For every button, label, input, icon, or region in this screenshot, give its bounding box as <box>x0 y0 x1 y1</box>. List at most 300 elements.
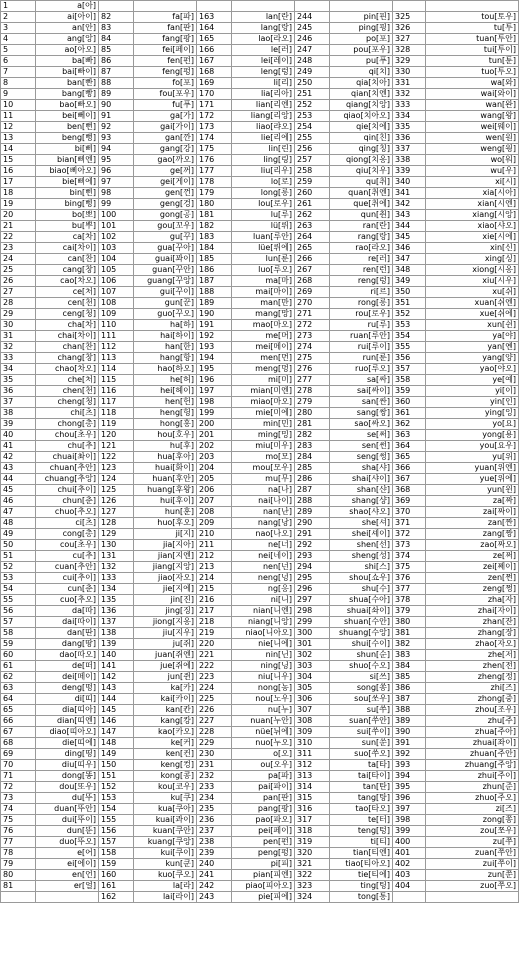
pinyin-korean-cell: ni[니] <box>232 595 295 606</box>
pinyin-korean-cell: teng[텅] <box>330 826 393 837</box>
pinyin-korean-cell: dian[띠엔] <box>36 716 99 727</box>
pinyin-korean-cell: rang[랑] <box>330 232 393 243</box>
row-number-cell: 272 <box>295 320 330 331</box>
table-row <box>1 529 519 540</box>
pinyin-korean-cell: hen[헌] <box>134 397 197 408</box>
pinyin-korean-cell: rou[로우] <box>330 309 393 320</box>
row-number-cell: 77 <box>1 837 36 848</box>
row-number-cell: 192 <box>197 331 232 342</box>
row-number-cell: 234 <box>197 793 232 804</box>
pinyin-korean-cell <box>426 1 519 12</box>
pinyin-korean-cell: pie[피에] <box>232 892 295 903</box>
pinyin-korean-cell: ya[야] <box>426 331 519 342</box>
pinyin-korean-cell: ke[커] <box>134 738 197 749</box>
pinyin-korean-cell: shun[순] <box>330 650 393 661</box>
pinyin-korean-cell: zhen[전] <box>426 661 519 672</box>
row-number-cell: 50 <box>1 540 36 551</box>
pinyin-korean-cell: xu[쉬] <box>426 287 519 298</box>
pinyin-korean-cell: zhang[장] <box>426 628 519 639</box>
table-row <box>1 661 519 672</box>
pinyin-korean-cell: gua[꾸아] <box>134 243 197 254</box>
pinyin-korean-cell: zhuai[좌이] <box>426 738 519 749</box>
pinyin-korean-cell: wen[원] <box>426 133 519 144</box>
row-number-cell: 137 <box>99 617 134 628</box>
pinyin-korean-cell: song[쏭] <box>330 683 393 694</box>
pinyin-korean-cell: xie[시에] <box>426 232 519 243</box>
row-number-cell: 70 <box>1 760 36 771</box>
row-number-cell: 269 <box>295 287 330 298</box>
row-number-cell: 383 <box>393 650 426 661</box>
table-row <box>1 859 519 870</box>
row-number-cell: 200 <box>197 419 232 430</box>
pinyin-korean-cell: lüe[뤼에] <box>232 243 295 254</box>
pinyin-korean-cell: juan[쥐엔] <box>134 650 197 661</box>
table-row <box>1 67 519 78</box>
row-number-cell: 230 <box>197 749 232 760</box>
pinyin-korean-cell: chang[창] <box>36 353 99 364</box>
row-number-cell: 139 <box>99 639 134 650</box>
row-number-cell: 57 <box>1 617 36 628</box>
row-number-cell: 377 <box>393 584 426 595</box>
row-number-cell: 341 <box>393 188 426 199</box>
pinyin-korean-cell: qing[칭] <box>330 144 393 155</box>
table-row <box>1 837 519 848</box>
row-number-cell: 161 <box>99 881 134 892</box>
table-row <box>1 56 519 67</box>
pinyin-korean-cell: bing[삥] <box>36 199 99 210</box>
table-row <box>1 452 519 463</box>
pinyin-korean-cell: dui[뚜이] <box>36 815 99 826</box>
table-row <box>1 518 519 529</box>
pinyin-korean-cell: shuo[수오] <box>330 661 393 672</box>
table-row <box>1 287 519 298</box>
row-number-cell: 315 <box>295 793 330 804</box>
row-number-cell: 292 <box>295 540 330 551</box>
table-row <box>1 617 519 628</box>
row-number-cell: 248 <box>295 56 330 67</box>
pinyin-korean-cell: shan[샨] <box>330 485 393 496</box>
pinyin-korean-cell: ming[밍] <box>232 430 295 441</box>
row-number-cell: 148 <box>99 738 134 749</box>
row-number-cell: 189 <box>197 298 232 309</box>
row-number-cell: 276 <box>295 364 330 375</box>
pinyin-korean-cell: nang[낭] <box>232 518 295 529</box>
row-number-cell: 368 <box>393 485 426 496</box>
pinyin-korean-cell: zong[쫑] <box>426 815 519 826</box>
row-number-cell: 108 <box>99 298 134 309</box>
pinyin-korean-cell: li[리] <box>232 78 295 89</box>
pinyin-korean-cell: si[쓰] <box>330 672 393 683</box>
row-number-cell: 207 <box>197 496 232 507</box>
pinyin-korean-cell: shuan[수안] <box>330 617 393 628</box>
pinyin-korean-cell: xia[시아] <box>426 188 519 199</box>
pinyin-korean-cell: guai[꽈이] <box>134 254 197 265</box>
pinyin-korean-cell: pei[페이] <box>232 826 295 837</box>
pinyin-korean-cell: cuan[추안] <box>36 562 99 573</box>
row-number-cell: 132 <box>99 562 134 573</box>
pinyin-korean-cell: fou[포우] <box>134 89 197 100</box>
pinyin-korean-cell: zhao[자오] <box>426 639 519 650</box>
row-number-cell: 113 <box>99 353 134 364</box>
pinyin-korean-cell: ei[에이] <box>36 859 99 870</box>
row-number-cell: 324 <box>295 892 330 903</box>
table-row <box>1 771 519 782</box>
row-number-cell: 182 <box>197 221 232 232</box>
pinyin-korean-cell: sha[샤] <box>330 463 393 474</box>
table-row <box>1 34 519 45</box>
row-number-cell: 114 <box>99 364 134 375</box>
row-number-cell: 198 <box>197 397 232 408</box>
pinyin-korean-cell: keng[컹] <box>134 760 197 771</box>
pinyin-korean-cell: zu[쭈] <box>426 837 519 848</box>
row-number-cell: 373 <box>393 540 426 551</box>
row-number-cell: 209 <box>197 518 232 529</box>
row-number-cell: 365 <box>393 452 426 463</box>
row-number-cell: 196 <box>197 375 232 386</box>
table-row <box>1 243 519 254</box>
pinyin-korean-cell: tou[토우] <box>426 12 519 23</box>
pinyin-korean-cell: leng[렁] <box>232 67 295 78</box>
row-number-cell: 388 <box>393 705 426 716</box>
pinyin-korean-cell: zuo[쭈오] <box>426 881 519 892</box>
row-number-cell: 69 <box>1 749 36 760</box>
table-row <box>1 375 519 386</box>
pinyin-korean-cell: se[써] <box>330 430 393 441</box>
pinyin-korean-cell: wang[왕] <box>426 111 519 122</box>
row-number-cell: 142 <box>99 672 134 683</box>
pinyin-korean-cell: wu[우] <box>426 166 519 177</box>
pinyin-korean-cell: qiong[치옹] <box>330 155 393 166</box>
pinyin-korean-cell: pian[피엔] <box>232 870 295 881</box>
row-number-cell: 157 <box>99 837 134 848</box>
row-number-cell: 370 <box>393 507 426 518</box>
row-number-cell: 167 <box>197 56 232 67</box>
row-number-cell: 273 <box>295 331 330 342</box>
row-number-cell: 53 <box>1 573 36 584</box>
pinyin-korean-cell: ban[빤] <box>36 78 99 89</box>
row-number-cell: 228 <box>197 727 232 738</box>
row-number-cell <box>393 892 426 903</box>
pinyin-korean-cell: biao[삐아오] <box>36 166 99 177</box>
row-number-cell: 193 <box>197 342 232 353</box>
row-number-cell: 329 <box>393 56 426 67</box>
row-number-cell: 96 <box>99 166 134 177</box>
pinyin-korean-cell: yue[위에] <box>426 474 519 485</box>
pinyin-korean-cell: liu[리우] <box>232 166 295 177</box>
pinyin-korean-cell: que[취에] <box>330 199 393 210</box>
row-number-cell: 403 <box>393 870 426 881</box>
pinyin-korean-cell: ru[루] <box>330 320 393 331</box>
row-number-cell: 210 <box>197 529 232 540</box>
row-number-cell: 363 <box>393 430 426 441</box>
row-number-cell: 7 <box>1 67 36 78</box>
row-number-cell: 194 <box>197 353 232 364</box>
pinyin-korean-cell: nüe[뉘에] <box>232 727 295 738</box>
row-number-cell: 3 <box>1 23 36 34</box>
row-number-cell: 242 <box>197 881 232 892</box>
pinyin-korean-cell: ang[앙] <box>36 34 99 45</box>
row-number-cell: 203 <box>197 452 232 463</box>
row-number-cell: 314 <box>295 782 330 793</box>
row-number-cell: 112 <box>99 342 134 353</box>
row-number-cell: 212 <box>197 551 232 562</box>
row-number-cell: 323 <box>295 881 330 892</box>
pinyin-korean-cell: nian[니엔] <box>232 606 295 617</box>
pinyin-korean-cell: deng[떵] <box>36 683 99 694</box>
pinyin-korean-cell: chen[천] <box>36 386 99 397</box>
pinyin-korean-cell: ting[팅] <box>330 881 393 892</box>
row-number-cell: 285 <box>295 463 330 474</box>
pinyin-korean-cell: kun[쿤] <box>134 859 197 870</box>
row-number-cell: 348 <box>393 265 426 276</box>
pinyin-korean-cell: luo[루오] <box>232 265 295 276</box>
row-number-cell: 342 <box>393 199 426 210</box>
row-number-cell: 233 <box>197 782 232 793</box>
row-number-cell: 97 <box>99 177 134 188</box>
row-number-cell: 140 <box>99 650 134 661</box>
pinyin-korean-cell: shuai[솨이] <box>330 606 393 617</box>
pinyin-korean-cell: er[얼] <box>36 881 99 892</box>
row-number-cell: 312 <box>295 760 330 771</box>
pinyin-korean-cell: shai[샤이] <box>330 474 393 485</box>
row-number-cell: 94 <box>99 144 134 155</box>
pinyin-korean-cell: en[언] <box>36 870 99 881</box>
row-number-cell: 12 <box>1 122 36 133</box>
pinyin-korean-cell: wa[와] <box>426 78 519 89</box>
pinyin-korean-cell: jiao[자오] <box>134 573 197 584</box>
row-number-cell: 256 <box>295 144 330 155</box>
row-number-cell: 206 <box>197 485 232 496</box>
row-number-cell: 258 <box>295 166 330 177</box>
pinyin-korean-cell: zheng[정] <box>426 672 519 683</box>
pinyin-korean-cell: xiao[샤오] <box>426 221 519 232</box>
pinyin-korean-cell: tian[티엔] <box>330 848 393 859</box>
pinyin-korean-cell <box>134 1 197 12</box>
row-number-cell: 397 <box>393 804 426 815</box>
row-number-cell: 375 <box>393 562 426 573</box>
row-number-cell: 180 <box>197 199 232 210</box>
pinyin-korean-cell: gen[껀] <box>134 188 197 199</box>
row-number-cell: 261 <box>295 199 330 210</box>
row-number-cell: 104 <box>99 254 134 265</box>
table-row <box>1 298 519 309</box>
table-row <box>1 485 519 496</box>
pinyin-korean-cell: ken[컨] <box>134 749 197 760</box>
pinyin-korean-cell: pen[펀] <box>232 837 295 848</box>
row-number-cell: 250 <box>295 78 330 89</box>
row-number-cell: 387 <box>393 694 426 705</box>
row-number-cell: 131 <box>99 551 134 562</box>
row-number-cell: 300 <box>295 628 330 639</box>
pinyin-korean-cell: tong[통] <box>330 892 393 903</box>
row-number-cell: 343 <box>393 210 426 221</box>
pinyin-korean-cell: jue[쥐에] <box>134 661 197 672</box>
row-number-cell: 90 <box>99 100 134 111</box>
pinyin-korean-cell: die[띠에] <box>36 738 99 749</box>
pinyin-korean-cell: niao[니아오] <box>232 628 295 639</box>
pinyin-korean-cell: sang[쌍] <box>330 408 393 419</box>
row-number-cell: 153 <box>99 793 134 804</box>
table-row <box>1 562 519 573</box>
pinyin-korean-cell: shang[샹] <box>330 496 393 507</box>
pinyin-korean-cell: me[머] <box>232 331 295 342</box>
pinyin-korean-cell: kuan[쿠안] <box>134 826 197 837</box>
pinyin-korean-cell: yao[야오] <box>426 364 519 375</box>
pinyin-korean-cell: du[뚜] <box>36 793 99 804</box>
pinyin-korean-cell: run[룬] <box>330 353 393 364</box>
pinyin-korean-cell: zhan[잔] <box>426 617 519 628</box>
pinyin-korean-cell: shuang[수앙] <box>330 628 393 639</box>
row-number-cell: 82 <box>99 12 134 23</box>
table-row <box>1 397 519 408</box>
pinyin-korean-cell: zhai[자이] <box>426 606 519 617</box>
pinyin-korean-cell: za[짜] <box>426 496 519 507</box>
pinyin-korean-cell: bo[뽀] <box>36 210 99 221</box>
pinyin-korean-cell: chuan[추안] <box>36 463 99 474</box>
pinyin-korean-cell: guang[꾸앙] <box>134 276 197 287</box>
table-row <box>1 694 519 705</box>
table-row <box>1 441 519 452</box>
row-number-cell: 30 <box>1 320 36 331</box>
row-number-cell: 85 <box>99 45 134 56</box>
pinyin-korean-cell: bu[뿌] <box>36 221 99 232</box>
row-number-cell: 249 <box>295 67 330 78</box>
row-number-cell: 58 <box>1 628 36 639</box>
row-number-cell: 262 <box>295 210 330 221</box>
row-number-cell: 366 <box>393 463 426 474</box>
row-number-cell: 378 <box>393 595 426 606</box>
table-row <box>1 364 519 375</box>
row-number-cell: 35 <box>1 375 36 386</box>
pinyin-korean-cell <box>426 892 519 903</box>
table-row <box>1 155 519 166</box>
pinyin-korean-cell: she[셔] <box>330 518 393 529</box>
row-number-cell: 301 <box>295 639 330 650</box>
row-number-cell: 335 <box>393 122 426 133</box>
row-number-cell: 84 <box>99 34 134 45</box>
row-number-cell: 311 <box>295 749 330 760</box>
pinyin-korean-cell: zhong[중] <box>426 694 519 705</box>
table-row <box>1 540 519 551</box>
row-number-cell: 127 <box>99 507 134 518</box>
pinyin-korean-cell: huo[후오] <box>134 518 197 529</box>
row-number-cell: 11 <box>1 111 36 122</box>
pinyin-korean-cell: jian[지엔] <box>134 551 197 562</box>
row-number-cell: 138 <box>99 628 134 639</box>
pinyin-korean-cell: wei[웨이] <box>426 122 519 133</box>
table-row <box>1 727 519 738</box>
row-number-cell: 199 <box>197 408 232 419</box>
row-number-cell: 299 <box>295 617 330 628</box>
row-number-cell: 175 <box>197 144 232 155</box>
pinyin-korean-cell: xi[시] <box>426 177 519 188</box>
pinyin-korean-cell: wo[워] <box>426 155 519 166</box>
row-number-cell: 202 <box>197 441 232 452</box>
pinyin-korean-cell: nong[농] <box>232 683 295 694</box>
row-number-cell: 174 <box>197 133 232 144</box>
row-number-cell: 317 <box>295 815 330 826</box>
row-number-cell: 168 <box>197 67 232 78</box>
pinyin-korean-cell: ci[츠] <box>36 518 99 529</box>
row-number-cell: 27 <box>1 287 36 298</box>
row-number-cell: 118 <box>99 408 134 419</box>
pinyin-korean-cell: sai[싸이] <box>330 386 393 397</box>
pinyin-korean-cell: lao[라오] <box>232 34 295 45</box>
table-row <box>1 210 519 221</box>
row-number-cell: 87 <box>99 67 134 78</box>
row-number-cell: 154 <box>99 804 134 815</box>
row-number-cell: 330 <box>393 67 426 78</box>
pinyin-korean-cell: shen[선] <box>330 540 393 551</box>
row-number-cell: 52 <box>1 562 36 573</box>
pinyin-korean-cell: ta[타] <box>330 760 393 771</box>
pinyin-korean-cell: ruan[루안] <box>330 331 393 342</box>
pinyin-korean-cell: gong[공] <box>134 210 197 221</box>
pinyin-korean-cell: beng[뻥] <box>36 133 99 144</box>
row-number-cell: 24 <box>1 254 36 265</box>
pinyin-korean-cell: kong[콩] <box>134 771 197 782</box>
row-number-cell: 126 <box>99 496 134 507</box>
row-number-cell: 246 <box>295 34 330 45</box>
row-number-cell: 48 <box>1 518 36 529</box>
row-number-cell: 384 <box>393 661 426 672</box>
row-number-cell: 356 <box>393 353 426 364</box>
row-number-cell: 40 <box>1 430 36 441</box>
row-number-cell: 205 <box>197 474 232 485</box>
pinyin-korean-cell: niang[니앙] <box>232 617 295 628</box>
row-number-cell: 9 <box>1 89 36 100</box>
pinyin-korean-cell: qun[췬] <box>330 210 393 221</box>
table-row <box>1 595 519 606</box>
pinyin-korean-cell: ren[런] <box>330 265 393 276</box>
pinyin-korean-cell: de[떠] <box>36 661 99 672</box>
pinyin-korean-cell: nuo[누오] <box>232 738 295 749</box>
pinyin-korean-cell: man[만] <box>232 298 295 309</box>
row-number-cell: 20 <box>1 210 36 221</box>
pinyin-korean-cell: feng[펑] <box>134 67 197 78</box>
pinyin-korean-cell: tu[투] <box>426 23 519 34</box>
row-number-cell: 270 <box>295 298 330 309</box>
row-number-cell: 125 <box>99 485 134 496</box>
pinyin-korean-cell: zui[쭈이] <box>426 859 519 870</box>
pinyin-korean-cell: chai[차이] <box>36 331 99 342</box>
row-number-cell: 214 <box>197 573 232 584</box>
row-number-cell: 133 <box>99 573 134 584</box>
pinyin-korean-cell: meng[멍] <box>232 364 295 375</box>
row-number-cell <box>197 1 232 12</box>
row-number-cell: 288 <box>295 496 330 507</box>
pinyin-korean-cell: ka[카] <box>134 683 197 694</box>
pinyin-korean-cell: tie[티에] <box>330 870 393 881</box>
pinyin-korean-cell: bao[빠오] <box>36 100 99 111</box>
row-number-cell: 186 <box>197 265 232 276</box>
pinyin-korean-cell: ding[띵] <box>36 749 99 760</box>
pinyin-korean-cell: dou[또우] <box>36 782 99 793</box>
pinyin-korean-cell: dan[딴] <box>36 628 99 639</box>
row-number-cell: 322 <box>295 870 330 881</box>
row-number-cell: 396 <box>393 793 426 804</box>
pinyin-korean-cell: miu[미우] <box>232 441 295 452</box>
pinyin-korean-cell: cheng[청] <box>36 397 99 408</box>
row-number-cell: 102 <box>99 232 134 243</box>
row-number-cell: 219 <box>197 628 232 639</box>
pinyin-korean-cell: ou[오우] <box>232 760 295 771</box>
pinyin-korean-cell: gun[꾼] <box>134 298 197 309</box>
row-number-cell: 101 <box>99 221 134 232</box>
row-number-cell: 351 <box>393 298 426 309</box>
pinyin-korean-cell: sao[싸오] <box>330 419 393 430</box>
row-number-cell: 275 <box>295 353 330 364</box>
